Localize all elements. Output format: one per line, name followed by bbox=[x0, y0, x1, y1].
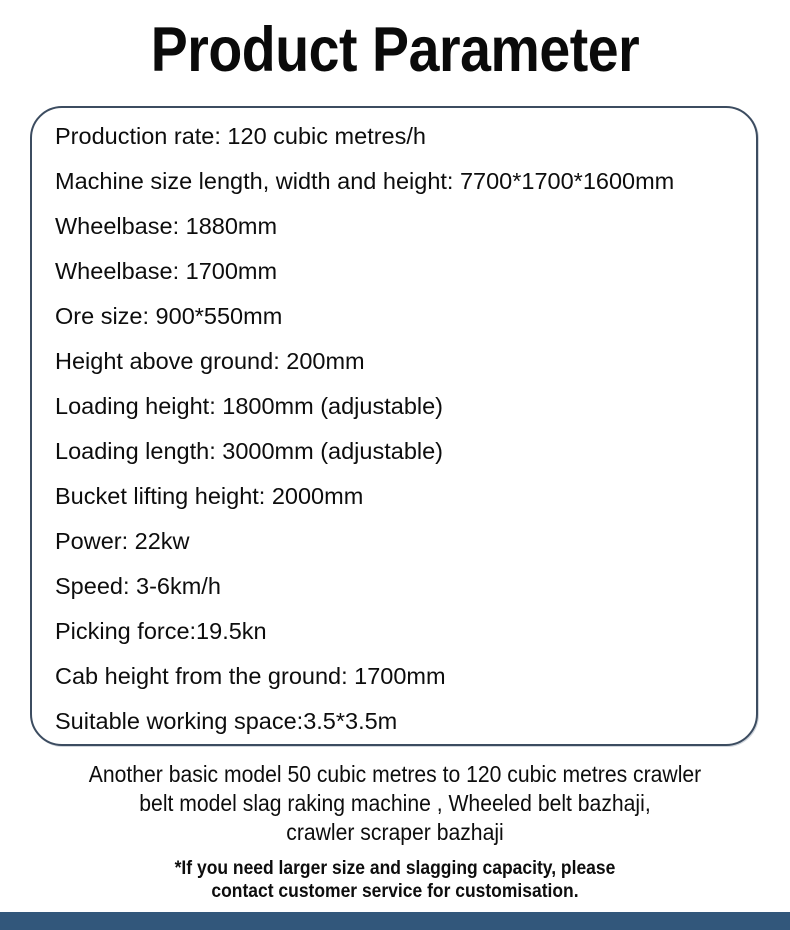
specification-panel bbox=[30, 106, 758, 746]
list-item: Bucket lifting height: 2000mm bbox=[55, 483, 364, 509]
note-line: Another basic model 50 cubic metres to 120 cubic metres crawler bbox=[88, 761, 702, 787]
list-item: Power: 22kw bbox=[55, 528, 190, 554]
list-item: Machine size length, width and height: 7700*1700*1600mm bbox=[55, 168, 675, 194]
footnote-line: contact customer service for customisation. bbox=[211, 881, 579, 902]
list-item: Loading length: 3000mm (adjustable) bbox=[55, 438, 444, 464]
note-line: belt model slag raking machine , Wheeled belt bazhaji, bbox=[139, 790, 651, 816]
list-item: Production rate: 120 cubic metres/h bbox=[55, 123, 426, 149]
list-item: Loading height: 1800mm (adjustable) bbox=[55, 393, 444, 419]
footnote-line: *If you need larger size and slagging capacity, please bbox=[174, 858, 616, 879]
list-item: Height above ground: 200mm bbox=[55, 348, 365, 374]
note-line: crawler scraper bazhaji bbox=[286, 819, 504, 845]
page-title: Product Parameter bbox=[150, 15, 640, 85]
list-item: Speed: 3-6km/h bbox=[55, 573, 221, 599]
list-item: Suitable working space:3.5*3.5m bbox=[55, 708, 398, 734]
list-item: Picking force:19.5kn bbox=[55, 618, 267, 644]
specification-list bbox=[55, 114, 746, 744]
model-range-note bbox=[58, 760, 733, 847]
customisation-footnote bbox=[50, 857, 740, 903]
list-item: Ore size: 900*550mm bbox=[55, 303, 283, 329]
list-item: Wheelbase: 1880mm bbox=[55, 213, 278, 239]
list-item: Cab height from the ground: 1700mm bbox=[55, 663, 446, 689]
list-item: Wheelbase: 1700mm bbox=[55, 258, 278, 284]
bottom-accent-bar bbox=[0, 912, 790, 930]
